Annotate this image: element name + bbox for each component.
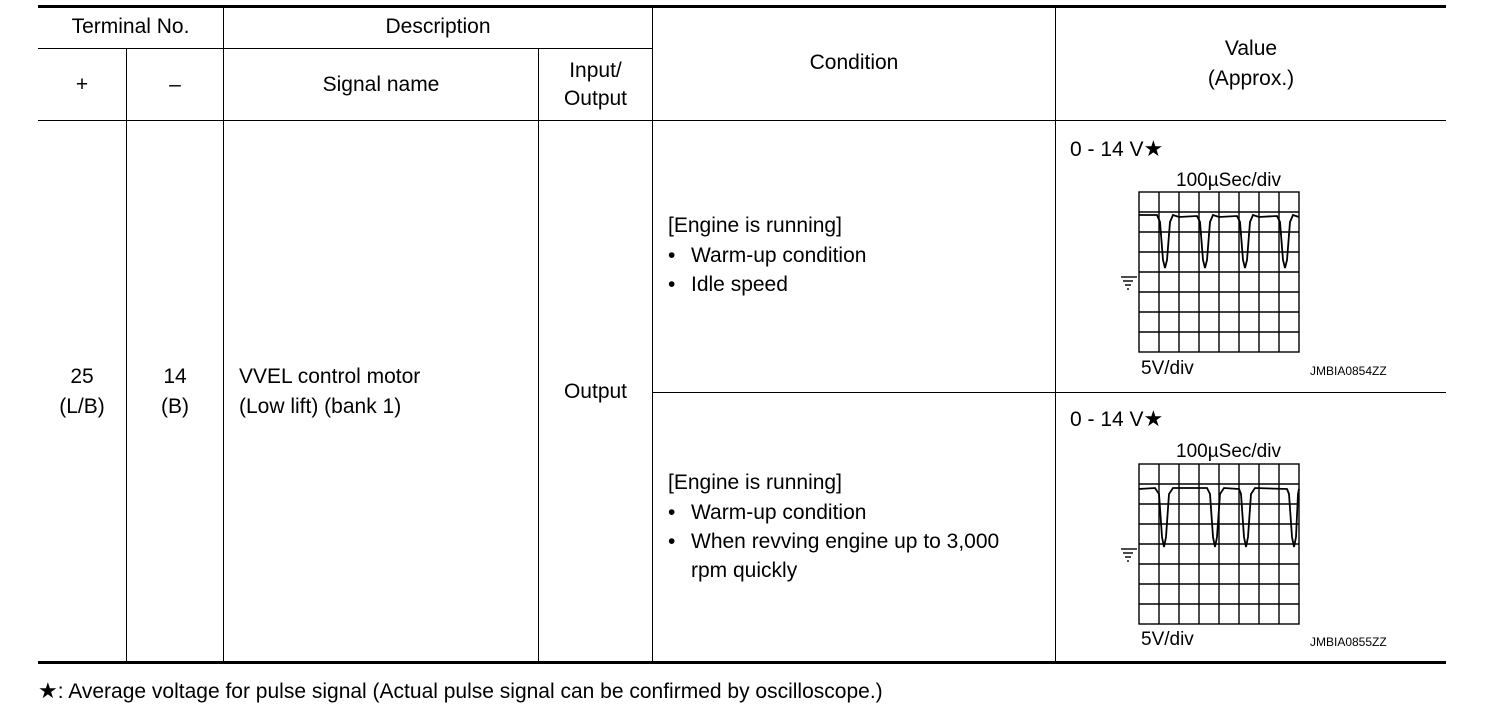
col-divider-minus-signal	[223, 5, 224, 662]
oscilloscope-2	[1117, 462, 1307, 630]
signal-name-line2: (Low lift) (bank 1)	[239, 395, 402, 418]
condition-2-heading: [Engine is running]	[668, 471, 842, 494]
value-2-voltage-text: 0 - 14 V	[1070, 408, 1144, 431]
condition-1-bullet-1-text: Warm-up condition	[691, 244, 867, 267]
col-divider-io-condition	[652, 5, 653, 662]
condition-1-heading: [Engine is running]	[668, 214, 842, 237]
star-icon: ★	[38, 678, 58, 703]
value-1-figure-id: JMBIA0854ZZ	[1310, 364, 1387, 378]
signal-name-line1: VVEL control motor	[239, 365, 421, 388]
value-1-volt-div: 5V/div	[1141, 358, 1194, 379]
bullet-icon: •	[668, 244, 676, 267]
header-plus: +	[75, 73, 89, 96]
col-divider-signal-io	[538, 48, 539, 662]
condition-1-bullet-1	[668, 244, 867, 268]
condition-2-bullet-1-text: Warm-up condition	[691, 501, 867, 524]
footnote-text: : Average voltage for pulse signal (Actual pulse signal can be confirmed by oscilloscope.)	[57, 680, 883, 703]
ground-icon	[1121, 549, 1137, 561]
value-2-voltage	[1070, 408, 1163, 430]
condition-1-bullet-2	[668, 273, 788, 297]
header-bottom-rule	[38, 120, 1446, 121]
condition-2-bullet-1	[668, 501, 867, 525]
value-1-voltage-text: 0 - 14 V	[1070, 138, 1144, 161]
header-io-line2: Output	[563, 87, 628, 110]
value-1-voltage	[1070, 138, 1163, 160]
bullet-icon: •	[668, 530, 676, 553]
footnote	[38, 680, 883, 702]
table-top-rule	[38, 5, 1446, 8]
header-minus: –	[169, 73, 181, 96]
bullet-icon: •	[668, 273, 676, 296]
io-value: Output	[563, 380, 628, 403]
value-2-volt-div: 5V/div	[1141, 629, 1194, 650]
value-1-time-div: 100µSec/div	[1176, 170, 1281, 191]
ground-icon	[1121, 277, 1137, 289]
oscilloscope-1	[1117, 190, 1307, 358]
terminal-plus-number: 25	[70, 365, 94, 388]
bullet-icon: •	[668, 501, 676, 524]
value-2-time-div: 100µSec/div	[1176, 441, 1281, 462]
header-condition: Condition	[809, 51, 899, 74]
header-value-line2: (Approx.)	[1207, 67, 1295, 90]
condition-2-bullet-2	[668, 530, 1000, 554]
condition-1-bullet-2-text: Idle speed	[691, 273, 788, 296]
terminal-minus-color: (B)	[161, 395, 189, 418]
condition-2-bullet-2-continuation: rpm quickly	[691, 559, 798, 582]
star-icon: ★	[1143, 136, 1164, 161]
col-divider-plus-minus	[126, 48, 127, 662]
header-value-line1: Value	[1224, 37, 1278, 60]
header-signal-name: Signal name	[322, 73, 440, 96]
header-terminal-no: Terminal No.	[71, 15, 190, 38]
header-mid-rule	[38, 48, 652, 49]
header-description: Description	[385, 15, 491, 38]
terminal-minus-number: 14	[163, 365, 187, 388]
value-2-figure-id: JMBIA0855ZZ	[1310, 635, 1387, 649]
terminal-plus-color: (L/B)	[59, 395, 105, 418]
star-icon: ★	[1143, 406, 1164, 431]
col-divider-condition-value	[1055, 5, 1056, 662]
condition-2-bullet-2-text: When revving engine up to 3,000	[691, 530, 1000, 553]
row-divider-rule	[652, 392, 1446, 393]
table-bottom-rule	[38, 661, 1446, 664]
header-io-line1: Input/	[569, 59, 622, 82]
